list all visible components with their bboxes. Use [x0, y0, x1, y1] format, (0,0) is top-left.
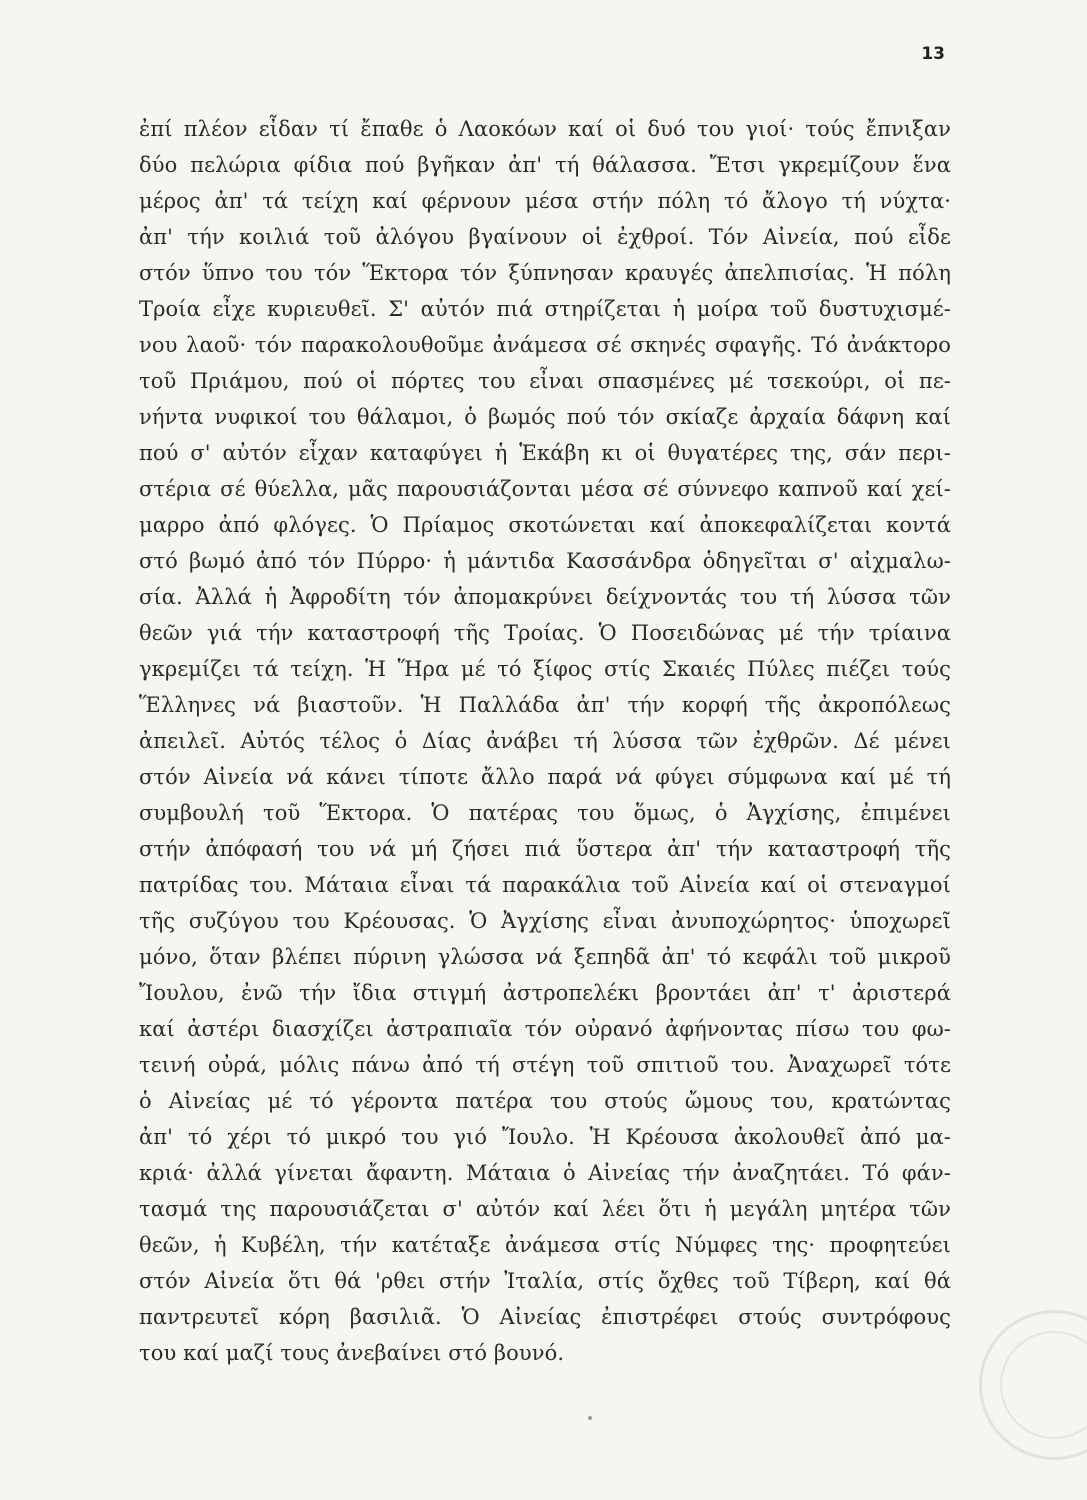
text-line: σία. Ἀλλά ἡ Ἀφροδίτη τόν ἀπομακρύνει δείχνοντάς του τή λύσσα τῶν — [139, 585, 951, 609]
text-line: στόν Αἰνεία ὅτι θά 'ρθει στήν Ἰταλία, στίς ὄχθες τοῦ Τίβερη, καί θά — [139, 1269, 951, 1293]
text-line: ἀπειλεῖ. Αὐτός τέλος ὁ Δίας ἀνάβει τή λύσσα τῶν ἐχθρῶν. Δέ μένει — [139, 729, 951, 753]
text-line: στέρια σέ θύελλα, μᾶς παρουσιάζονται μέσα σέ σύννεφο καπνοῦ καί χεί- — [139, 477, 951, 501]
text-line: στόν Αἰνεία νά κάνει τίποτε ἄλλο παρά νά φύγει σύμφωνα καί μέ τή — [139, 765, 951, 789]
text-line: θεῶν, ἡ Κυβέλη, τήν κατέταξε ἀνάμεσα στίς Νύμφες της· προφητεύει — [139, 1233, 951, 1257]
library-stamp-icon — [979, 1310, 1087, 1460]
text-line: πού σ' αὐτόν εἶχαν καταφύγει ἡ Ἑκάβη κι οἱ θυγατέρες της, σάν περι- — [139, 441, 951, 465]
text-line: Τροία εἶχε κυριευθεῖ. Σ' αὐτόν πιά στηρίζεται ἡ μοίρα τοῦ δυστυχισμέ- — [139, 297, 951, 321]
text-line: του καί μαζί τους ἀνεβαίνει στό βουνό. — [139, 1341, 565, 1365]
text-line: ἀπ' τήν κοιλιά τοῦ ἀλόγου βγαίνουν οἱ ἐχθροί. Τόν Αἰνεία, πού εἶδε — [139, 225, 951, 249]
text-line: ἀπ' τό χέρι τό μικρό του γιό Ἴουλο. Ἡ Κρέουσα ἀκολουθεῖ ἀπό μα- — [139, 1125, 951, 1149]
text-line: τασμά της παρουσιάζεται σ' αὐτόν καί λέει ὅτι ἡ μεγάλη μητέρα τῶν — [139, 1197, 951, 1221]
text-line: στόν ὕπνο του τόν Ἕκτορα τόν ξύπνησαν κραυγές ἀπελπισίας. Ἡ πόλη — [139, 261, 951, 285]
text-line: πατρίδας του. Μάταια εἶναι τά παρακάλια τοῦ Αἰνεία καί οἱ στεναγμοί — [139, 873, 951, 897]
text-line: Ἕλληνες νά βιαστοῦν. Ἡ Παλλάδα ἀπ' τήν κορφή τῆς ἀκροπόλεως — [139, 693, 951, 717]
text-line: συμβουλή τοῦ Ἕκτορα. Ὁ πατέρας του ὅμως, ὁ Ἀγχίσης, ἐπιμένει — [139, 801, 951, 825]
text-line: καί ἀστέρι διασχίζει ἀστραπιαῖα τόν οὐρανό ἀφήνοντας πίσω του φω- — [139, 1017, 951, 1041]
text-line: στήν ἀπόφασή του νά μή ζήσει πιά ὕστερα ἀπ' τήν καταστροφή τῆς — [139, 837, 951, 861]
text-line: Ἴουλου, ἐνῶ τήν ἴδια στιγμή ἀστροπελέκι βροντάει ἀπ' τ' ἀριστερά — [139, 981, 951, 1005]
text-line: στό βωμό ἀπό τόν Πύρρο· ἡ μάντιδα Κασσάνδρα ὁδηγεῖται σ' αἰχμαλω- — [139, 549, 951, 573]
text-line: μόνο, ὅταν βλέπει πύρινη γλώσσα νά ξεπηδᾶ ἀπ' τό κεφάλι τοῦ μικροῦ — [139, 945, 951, 969]
text-line: γκρεμίζει τά τείχη. Ἡ Ἥρα μέ τό ξίφος στίς Σκαιές Πύλες πιέζει τούς — [139, 657, 951, 681]
body-text — [139, 111, 951, 1371]
text-line: νου λαοῦ· τόν παρακολουθοῦμε ἀνάμεσα σέ σκηνές σφαγῆς. Τό ἀνάκτορο — [139, 333, 951, 357]
text-line: ἐπί πλέον εἶδαν τί ἔπαθε ὁ Λαοκόων καί οἱ δυό του γιοί· τούς ἔπνιξαν — [139, 117, 951, 141]
text-line: δύο πελώρια φίδια πού βγῆκαν ἀπ' τή θάλασσα. Ἔτσι γκρεμίζουν ἕνα — [139, 153, 951, 177]
ink-dot-mark — [588, 1416, 592, 1420]
text-line: μέρος ἀπ' τά τείχη καί φέρνουν μέσα στήν πόλη τό ἄλογο τή νύχτα· — [139, 189, 951, 213]
text-line: τῆς συζύγου του Κρέουσας. Ὁ Ἀγχίσης εἶναι ἀνυποχώρητος· ὑποχωρεῖ — [139, 909, 951, 933]
text-line: ὁ Αἰνείας μέ τό γέροντα πατέρα του στούς ὤμους του, κρατώντας — [139, 1089, 951, 1113]
text-line: κριά· ἀλλά γίνεται ἄφαντη. Μάταια ὁ Αἰνείας τήν ἀναζητάει. Τό φάν- — [139, 1161, 951, 1185]
page-number: 13 — [921, 44, 945, 64]
text-line: μαρρο ἀπό φλόγες. Ὁ Πρίαμος σκοτώνεται καί ἀποκεφαλίζεται κοντά — [139, 513, 951, 537]
text-line: θεῶν γιά τήν καταστροφή τῆς Τροίας. Ὁ Ποσειδώνας μέ τήν τρίαινα — [139, 621, 951, 645]
text-line: τεινή οὐρά, μόλις πάνω ἀπό τή στέγη τοῦ σπιτιοῦ του. Ἀναχωρεῖ τότε — [139, 1053, 951, 1077]
text-line: παντρευτεῖ κόρη βασιλιᾶ. Ὁ Αἰνείας ἐπιστρέφει στούς συντρόφους — [139, 1305, 951, 1329]
text-line: νήντα νυφικοί του θάλαμοι, ὁ βωμός πού τόν σκίαζε ἀρχαία δάφνη καί — [139, 405, 951, 429]
text-line: τοῦ Πριάμου, πού οἱ πόρτες του εἶναι σπασμένες μέ τσεκούρι, οἱ πε- — [139, 369, 951, 393]
